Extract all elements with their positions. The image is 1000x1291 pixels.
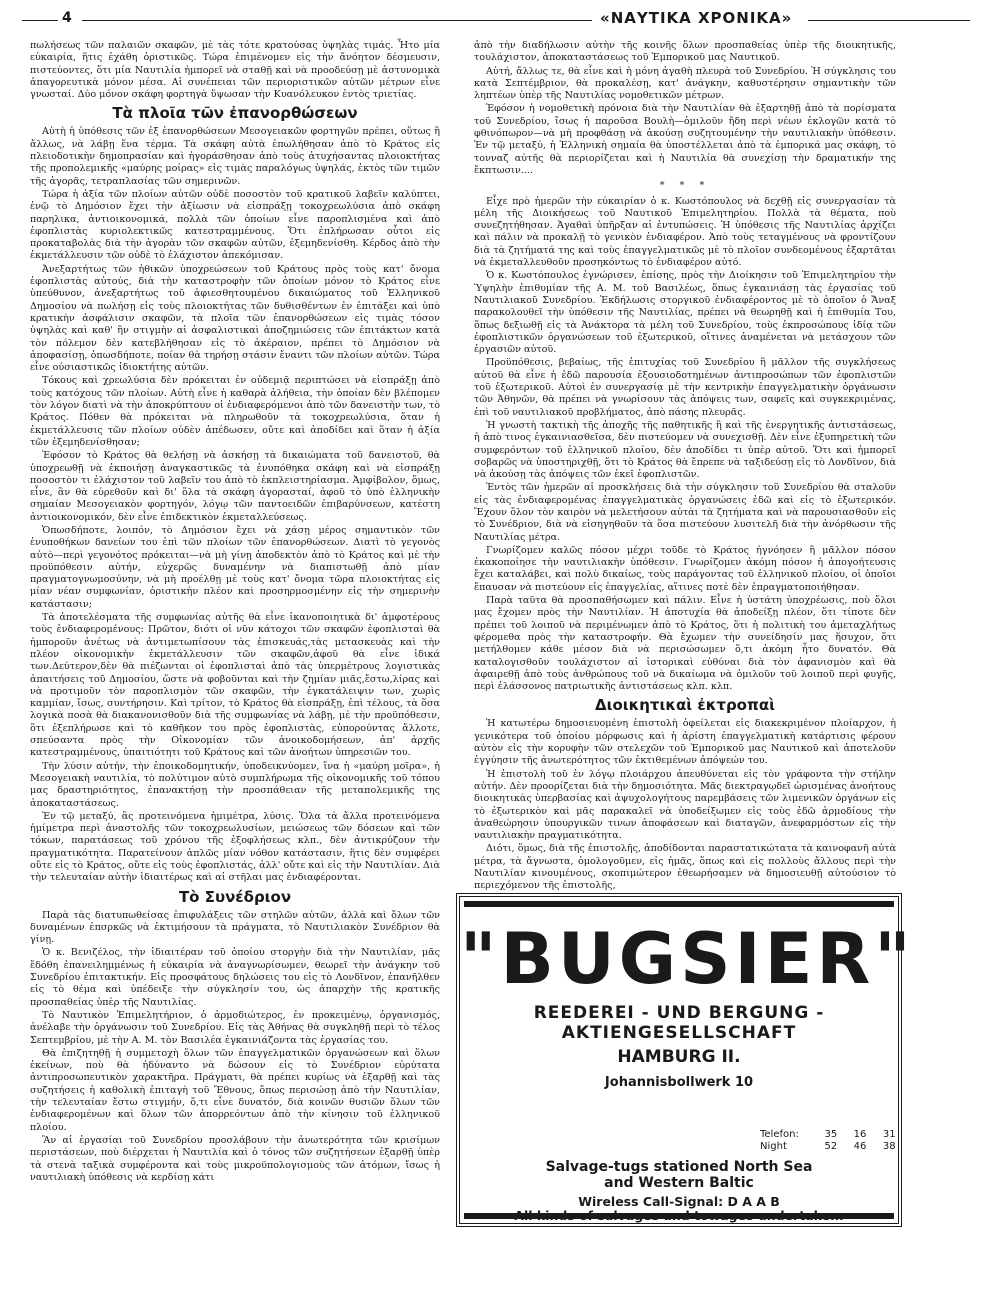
ad-wireless-line: Wireless Call-Signal: D A A B [578,1194,780,1209]
paragraph: Τόκους καὶ χρεωλύσια δὲν πρόκειται ἐν οὐδεμιᾷ περιπτώσει νὰ εἰσπράξῃ ἀπὸ τοὺς κατόχους τῶν πλοίων. Αὐτὴ εἶνε ἡ καθαρὰ ἀλήθεια, τὴν ὁποίαν δὲν βλέπομεν τὸν λόγον διατὶ νὰ τὴν ἀποκρύπτουν οἱ ἐνδιαφερόμενοι ἀπὸ τῶν δανειστὴν των, τὸ Κράτος. Πόθεν θὰ πρόκειται νὰ πληρωθοῦν τὰ τοκοχρεωλύσια, ὅταν ἡ ἐκμετάλλευσις τῶν πλοίων οὐδὲν ἀπέδωσεν, οὔτε καὶ ἀποδίδει καὶ ὅταν ἡ ἀξία τῶν ἐξεμηδενίσθησαν; [30,375,440,448]
paragraph: Ἐφόσον τὸ Κράτος θὰ θελήσῃ νὰ ἀσκήσῃ τὰ δικαιώματα τοῦ δανειστοῦ, θὰ ὑποχρεωθῇ νὰ ἐκποιήσῃ ἀναγκαστικῶς τὰ ἐνυπόθηκα σκάφη καὶ νὰ εἰσπράξῃ ποσοστὸν τι ἐλάχιστον τοῦ λαβεῖν του ἀπὸ τὸ ἐκπλειστηρίασμα. Ἀμφίβολον, ὅμως, εἶνε, ἂν θὰ εὑρεθοῦν καὶ δι' ὅλα τὰ σκάφη ἀγορασταί, ἀφοῦ τὸ ὑπὸ ἑλληνικὴν σημαίαν Μεσογειακὸν φορτηγόν, λόγῳ τῶν παντοειδῶν ἐπιβαρύνσεων, κατέστη ἀντιοικονομικόν, δὲν εἶνε ἐπιδεκτικὸν ἐκμεταλλεύσεως. [30,450,440,523]
ad-city: HAMBURG II. [617,1047,741,1067]
paragraph: Ὁ κ. Κωστόπουλος ἐγνώρισεν, ἐπίσης, πρὸς τὴν Διοίκησιν τοῦ Ἐπιμελητηρίου τὴν Ὑψηλὴν ἐπιθυμίαν τῆς Α. Μ. τοῦ Βασιλέως, ὅπως ἐγκαινιάσῃ τὰς ἐργασίας τοῦ Ναυτιλιακοῦ Συνεδρίου. Ἐκδήλωσις στοργικοῦ ἐνδιαφέροντος μὲ τὸ ὁποῖον ὁ Ἄναξ παρακολουθεῖ τὴν ὑπόθεσιν τῆς Ναυτιλίας, πρέπει νὰ θεωρηθῇ καὶ ἡ ἐπιθυμία Του, ὅπως δεξιωθῇ εἰς τὰ Ἀνάκτορα τὰ μέλη τοῦ Συνεδρίου, τοὺς ἐκπροσώπους ἰδίᾳ τῶν ἐφοπλιστικῶν ὀργανώσεων τοῦ ἐξωτερικοῦ, οἵτινες ἀναμένεται νὰ μετάσχουν τῶν ἐργασιῶν αὐτοῦ. [474,270,896,356]
paragraph: Ἐντὸς τῶν ἡμερῶν αἱ προσκλήσεις διὰ τὴν σύγκλησιν τοῦ Συνεδρίου θὰ σταλοῦν εἰς τὰς ἐνδιαφερομένας ἐπαγγελματικὰς ὀργανώσεις ἐδῶ καὶ εἰς τὸ ἐξωτερικόν. Ἔχουν ὅλον τὸν καιρὸν νὰ μελετήσουν αὐτὰι τὰ ζητήματα καὶ νὰ παρουσιασθοῦν εἰς τὸ Συνέδριον, διὰ νὰ εἰσηγηθοῦν τὰ ὅσα πιστεύουν λυσιτελῆ διὰ τὴν ἀνόρθωσιν τῆς Ναυτιλίας μέτρα. [474,482,896,543]
paragraph: Διότι, ὅμως, διὰ τῆς ἐπιστολῆς, ἀποδίδονται παραστατικώτατα τὰ καινοφανῆ αὐτὰ μέτρα, τὰ ἄγνωστα, ὁμολογοῦμεν, εἰς ἡμᾶς, ὅπως καὶ εἰς πολλοὺς ἄλλους περὶ τὴν Ναυτιλίαν κινουμένους, σκοπιμώτερον ἐθεωρήσαμεν νὰ δημοσιευθῇ αὐτούσιον τὸ περιεχόμενον τῆς ἐπιστολῆς, [474,843,896,892]
ad-title: "BUGSIER" [460,918,915,1000]
paragraph: Αὐτή, ἄλλως τε, θὰ εἶνε καὶ ἡ μόνη ἀγαθὴ πλευρὰ τοῦ Συνεδρίου. Ἡ σύγκλησις του κατὰ Σεπτέμβριον, θὰ προκαλέσῃ, κατ' ἀνάγκην, καθυστέρησιν σημαντικὴν τῶν ληπτέων ὑπὲρ τῆς Ναυτιλίας νομοθετικῶν μέτρων. [474,65,896,102]
right-column [474,40,896,892]
paragraph: Αὐτὴ ἡ ὑπόθεσις τῶν ἐξ ἐπανορθώσεων Μεσογειακῶν φορτηγῶν πρέπει, οὕτως ἢ ἄλλως, νὰ λάβῃ ἕνα τέρμα. Τὰ σκάφη αὐτὰ ἐπωλήθησαν ἀπὸ τὸ Κράτος εἰς πλειοδοτικὴν δημοπρασίαν καὶ ἠγοράσθησαν ἀπὸ τοὺς ἀτυχήσαντας πλοιοκτήτας τῆς προπολεμικῆς «μαύρης μοίρας» εἰς τιμὰς παραλόγως ὑψηλάς, ἐκτὸς τῶν τιμῶν τῆς ἀγορᾶς, τετραπλασίας τῶν σημερινῶν. [30,126,440,187]
ad-salvage-tugs [460,1159,898,1191]
paragraph: Εἶχε πρὸ ἡμερῶν τὴν εὐκαιρίαν ὁ κ. Κωστόπουλος νὰ δεχθῇ εἰς συνεργασίαν τὰ μέλη τῆς Διοικήσεως τοῦ Ναυτικοῦ Ἐπιμελητηρίου. Πολλὰ τὰ θέματα, ποὺ συνεζητήθησαν. Ἀγαθαὶ ὑπῆρξαν αἱ ἐντυπώσεις. Ἡ ὑπόθεσις τῆς Ναυτιλίας ἀρχίζει καὶ πάλιν νὰ προκαλῇ τὸ γενικὸν ἐνδιαφέρον. Ἀπὸ τοὺς τεταγμένους νὰ φροντίζουν διὰ τὰ ζητήματά της καὶ τοὺς ἐπαγγελματικῶς μὲ τὸ πλοῖον συνδεομένους ἐξαρτᾶται νὰ ἐκμεταλλευθοῦν προσηκόντως τὸ ἐνδιαφέρον αὐτό. [474,195,896,269]
paragraph: Παρὰ ταῦτα θὰ προσπαθήσωμεν καὶ πάλιν. Εἶνε ἡ ὑστάτη ὑποχρέωσις, ποὺ ὅλοι μας ἔχομεν πρὸς τὴν Ναυτιλίαν. Ἡ ἀποτυχία θὰ ἀποδείξῃ πλέον, ὅτι τίποτε δὲν πρέπει τοῦ λοιποῦ νὰ περιμένωμεν ἀπὸ τὸ Κράτος, ὅτι ἡ πολιτικὴ του ἀμεταχλήτως φέρομεθα πρὸς τὴν καταστροφήν. Θὰ ἔχωμεν τὴν συνείδησίν μας ἥσυχον, ὅτι μετήλθομεν κάθε μέσον διὰ νὰ περισώσωμεν ὅ,τι ἀκόμη ἦτο δυνατόν. Θὰ καταλογισθοῦν τουλάχιστον αἱ ἱστορικαὶ εὐθύναι διὰ τὸν ἀφανισμὸν καὶ θὰ ἀφαιρεθῇ ἀπὸ τοὺς ἀνθρώπους τοῦ νὰ δικαίωμα νὰ ὁμιλοῦν τοῦ λοιποῦ περὶ φυγῆς, περὶ ἐλάσσονος πατριωτικῆς ἀντιστάσεως κλπ. κλπ. [474,595,896,693]
header-rule-left [22,20,58,21]
paragraph: Θὰ ἐπιζητηθῇ ἡ συμμετοχὴ ὅλων τῶν ἐπαγγελματικῶν ὀργανώσεων καὶ ὅλων ἐκείνων, ποὺ θὰ ἠδύναντο νὰ δώσουν εἰς τὸ Συνέδριον εὐρύτατα ἀντιπροσωπευτικὸν χαρακτῆρα. Πράγματι, θὰ πρέπει κυρίως νὰ ἐξαρθῇ καὶ τὰς συζητήσεις ἡ καθολικὴ ἐπιταγὴ τοῦ Ἔθνους, ὅπως περισώσῃ ἀπὸ τὴν Ναυτιλίαν, τὴν τελευταίαν ἔστω στιγμήν, ὅ,τι εἶνε δυνατόν, διὰ κοινῶν θυσιῶν ὅλων τῶν ἐνδιαφερομένων καὶ ὅλων τῶν ἀπορρεόντων ἀπὸ τὴν κίνησιν τοῦ ἑλληνικοῦ πλοίου. [30,1047,440,1133]
ad-address: Johannisbollwerk 10 [604,1075,754,1090]
paragraph: Γνωρίζομεν καλῶς πόσον μέχρι τοῦδε τὸ Κράτος ἠγνόησεν ἢ μᾶλλον πόσον ἐκακοποίησε τὴν ναυτιλιακὴν ὑπόθεσιν. Γνωρίζομεν ἀκόμη πόσον ἡ ἀπογοήτευσις ἔχει καταλάβει, καὶ πολὺ δικαίως, τοὺς παράγοντας τοῦ ἑλληνικοῦ πλοίου, οἱ ὁποῖοι ἔπαυσαν νὰ πιστεύουν εἰς ἐπαγγελίας, αἵτινες ποτὲ δὲν ἐπραγματοποιήθησαν. [474,544,896,593]
ad-telefon-number: 31 [882,1129,896,1140]
page-number: 4 [62,10,72,26]
paragraph: Τὰ ἀποτελέσματα τῆς συμφωνίας αὐτῆς θὰ εἶνε ἱκανοποιητικὰ δι' ἀμφοτέρους τοὺς ἐνδιαφερομένους: Πρῶτον, διότι οἱ νῦν κάτοχοι τῶν σκαφῶν ἐφοπλισταὶ θὰ ἠμποροῦν ἀνέτως νὰ ἀντιμετωπίσουν τὰς ἐπισκευάς,τὰς μετασκευὰς καὶ τὴν πλέον οἰκονομικὴν ἐκμετάλλευσιν τῶν σκαφῶν,ἀφοῦ θὰ εἶνε ἰδικά των.Δεύτερον,δὲν θὰ πιέζωνται οἱ ἐφοπλισταὶ ἀπὸ τὰς ὑπερμέτρους λογιστικὰς ἀπαιτήσεις τοῦ Δημοσίου, ὥστε νὰ φοβοῦνται καὶ τὴν ζημίαν μιᾶς,ἔστω,λίρας καὶ νὰ προτιμοῦν τὸν παροπλισμὸν τῶν σκαφῶν, τὴν ἐγκατάλειψιν των, χωρὶς καμμίαν, ἴσως, συντήρησιν. Καὶ τρίτον, τὸ Κράτος θὰ εἰσπράξῃ, ἐπὶ τέλους, τὰ ὅσα λογικὰ ποσὰ θὰ διακανονισθοῦν διὰ τῆς συμφωνίας νὰ λάβῃ, μὲ τὴν προϋπόθεσιν, ὅτι ἐξεπλήρωσε καὶ τὸ καθῆκον του πρὸς ἐφοπλιστὰς, εὐπορούντας ἄλλοτε, σπεύσαντα πρὸς τὴν Οἰκονομίαν τῶν ἀνοικοδομήσεων, ἀπ' ἀρχῆς κατεστραμμένους, ὑπαιτιότητι τοῦ Κράτους καὶ τῶν ἀνοήτων ὑπηρεσιῶν του. [30,612,440,759]
ad-telefon-row [760,1129,896,1141]
paragraph: Παρὰ τὰς διατυπωθείσας ἐπιφυλάξεις τῶν στηλῶν αὐτῶν, ἀλλὰ καὶ ὅλων τῶν δυναμένων ἐπσρκῶς νὰ ἐκτιμήσουν τὰ πράγματα, τὸ Ναυτιλιακὸν Συνέδριον θὰ γίνῃ. [30,909,440,946]
ad-phone-block [760,1129,896,1153]
paragraph: Ὁπωσδήποτε, λοιπόν, τὸ Δημόσιον ἔχει νὰ χάσῃ μέρος σημαντικὸν τῶν ἐνυποθήκων δανείων του ἐπὶ τῶν πλοίων τῶν ἐπανορθώσεων. Διατὶ τὸ γεγονὸς αὐτὸ—περὶ γεγονότος πρόκειται—νὰ μὴ γίνῃ ἀποδεκτὸν ἀπὸ τὸ Κράτος καὶ μὲ τὴν προϋπόθεσιν αὐτήν, εὐχερῶς δυναμένην νὰ διαπιστωθῇ ἀπὸ μίαν πραγματογνωμοσύνην, νὰ μὴ προέλθῃ μὲ τοὺς κατ' ὄνομα τῶρα πλοιοκτήτας εἰς μίαν νέαν συμφωνίαν, ὁριστικὴν πλέον καὶ προσηρμοσμένην εἰς τὴν σημερινὴν κατάστασιν; [30,524,440,610]
ad-telefon-number: 16 [853,1129,867,1140]
masthead: «ΝΑΥΤΙΚΑ ΧΡΟΝΙΚΑ» [600,9,793,27]
ad-services-line: All kinds of salvages and towages undertaken. [514,1208,844,1223]
ad-night-number: 52 [824,1141,838,1152]
ad-wireless-block [460,1195,898,1223]
paragraph: Ἂν αἱ ἐργασίαι τοῦ Συνεδρίου προσλάβουν τὴν ἀνωτερότητα τῶν κρισίμων περιστάσεων, ποὺ διέρχεται ἡ Ναυτιλία καὶ ὁ τόνος τῶν συζητήσεων ἐξαρθῇ ὑπὲρ τὰ στενὰ ταξικὰ συμφέροντα καὶ τοὺς μικροϋπολογισμοὺς τῶν ἀτόμων, ἴσως ἡ ναυτιλιακὴ ὑπόθεσις νὰ κερδίσῃ κάτι [30,1134,440,1183]
ad-night-label: Night [760,1141,787,1152]
paragraph: Τώρα ἡ ἀξία τῶν πλοίων αὐτῶν οὐδὲ ποσοστὸν τοῦ κρατικοῦ λαβεῖν καλύπτει, ἐνῷ τὸ Δημόσιον ἔχει τὴν ἀξίωσιν νὰ εἰσπράξῃ τοκοχρεωλύσια ἀπὸ σκάφη παρηλικα, ἀντιοικονομικά, πολλὰ τῶν ὁποίων εἶνε παροπλισμένα καὶ ἀπὸ ἐφοπλιστὰς κυριολεκτικῶς κατεστραμμένους. Ὅτι ἐπλήρωσαν οὗτοι εἰς προκαταβολὰς διὰ τὴν ἀγορὰν τῶν σκαφῶν αὐτῶν, ἐξεμηδενίσθη. Κέρδος ἀπὸ τὴν ἐκμετάλλευσιν τῶν οὐδὲ τὸ ἐλάχιστον ἀπεκόμισαν. [30,188,440,262]
header-rule-right [808,20,970,21]
paragraph: Ἐφόσον ἡ νομοθετικὴ πρόνοια διὰ τὴν Ναυτιλίαν θὰ ἐξαρτηθῇ ἀπὸ τὰ πορίσματα τοῦ Συνεδρίου, ἴσως ἡ παροῦσα Βουλὴ—ὁμιλοῦν ἤδη περὶ νέων ἐκλογῶν κατὰ τὸ φθινόπωρον—νὰ μὴ προφθάσῃ νὰ ἀκούσῃ συζητουμένην τὴν ναυτιλιακὴν ὑπόθεσιν. Ἐν τῷ μεταξύ, ἡ Ἑλληνικὴ σημαία θὰ ὑποστέλλεται ἀπὸ τὰ ἐμπορικά μας σκάφη, τὸ τονναζ αὐτῆς θὰ περιορίζεται καὶ ἡ Ναυτιλία θὰ συνεχίσῃ τὴν δραματικήν της ἔκπτωσιν.... [474,103,896,176]
header-rule-middle [82,20,592,21]
section-heading-congress: Τὸ Συνέδριον [178,887,292,906]
ad-salvage-line-1: Salvage-tugs stationed North Sea [545,1159,813,1175]
ad-night-number: 38 [882,1141,896,1152]
left-column [30,40,440,1268]
bugsier-advertisement [456,893,915,1227]
paragraph: ἀπὸ τὴν διαδήλωσιν αὐτὴν τῆς κοινῆς ὅλων προσπαθείας ὑπὲρ τῆς διοικητικῆς, τουλάχιστον, ἀποκαταστάσεως τοῦ Ἐμπορικοῦ μας Ναυτικοῦ. [474,40,896,64]
paragraph: Προϋπόθεσις, βεβαίως, τῆς ἐπιτυχίας τοῦ Συνεδρίου ἢ μᾶλλον τῆς συγκλήσεως αὐτοῦ θὰ εἶνε ἡ ἐδῶ παρουσία ἐξουσιοδοτημένων ἀντιπροσώπων τῶν ἐφοπλιστῶν τοῦ ἐξωτερικοῦ. Αὐτοὶ ἐν συνεργασίᾳ μὲ τὴν κεντρικὴν ἐπαγγελματικὴν ὀργάνωσιν τῶν Ἀθηνῶν, θὰ πρέπει νὰ γνωρίσουν τὰς ἀπόψεις των, σαφεῖς καὶ συγκεκριμένας, ἐπὶ τοῦ ναυτιλιακοῦ προβλήματος, ἀπὸ πάσης πλευρᾶς. [474,357,896,418]
paragraph: Τὴν λύσιν αὐτήν, τὴν ἐποικοδομητικήν, ὑποδεικνύομεν, ἵνα ἡ «μαύρη μοῖρα», ἡ Μεσογειακὴ ναυτιλία, τὸ πολύτιμον αὐτὸ συμπλήρωμα τῆς οἰκονομικῆς τοῦ τόπου μας δραστηριότητος, ἐπανακτήσῃ τὴν προσπάθειαν τῆς μεταπολεμικῆς της ἀποκαταστάσεως. [30,760,440,809]
ad-company-name: REEDEREI - UND BERGUNG - AKTIENGESELLSCHAFT [533,1003,825,1043]
ad-telefon-number: 35 [824,1129,838,1140]
paragraph: Ἀνεξαρτήτως τῶν ἠθικῶν ὑποχρεώσεων τοῦ Κράτους πρὸς τοὺς κατ' ὄνομα ἐφοπλιστὰς αὐτούς, διὰ τὴν καταστροφὴν τῶν ὁποίων μόνον τὸ Κράτος εἶνε ὑπεύθυνον, ἀνεξαρτήτως τοῦ ἀφιεσθητουμένου δικαιώματος τοῦ Ἑλληνικοῦ Δημοσίου νὰ πωλήσῃ εἰς τοὺς πλοιοκτήτας τῶν δυθισθέντων ἐν ἐπιτάξει καὶ ὑπὸ κρατικὴν ἀσφάλισιν σκαφῶν, τὰ πλοῖα τῶν ἐπανορθώσεων εἰς τιμὰς τόσον ὑψηλὰς καὶ καθ' ἣν στιγμὴν αἱ ἀσφαλιστικαὶ ἀποζημιώσεις τῶν ἐπιτάκτων κατὰ τὸν πόλεμον δὲν κατεβλήθησαν εἰς τὸ ἀκέραιον, πρέπει τὸ Δημόσιον νὰ ἀποφασίσῃ, ὁπωσδήποτε, ποίαν θὰ τηρήσῃ στάσιν ἔναντι τῶν πλοίων αὐτῶν. Τώρα εἶνε ούσιαστικῶς ἰδιοκτήτης αὐτῶν. [30,263,440,374]
paragraph: Ἡ κατωτέρω δημοσιευομένη ἐπιστολὴ ὀφείλεται εἰς διακεκριμένον πλοίαρχον, ἡ γενικότερα τοῦ ὁποίου μόρφωσις καὶ ἡ ἀρίστη ἐπαγγελματικὴ κατάρτισις φέρουν αὐτὸν εἰς τὴν κορυφὴν τῶν στελεχῶν τοῦ Ἐμπορικοῦ μας Ναυτικοῦ καὶ ἀποτελοῦν ἐγγύησιν τῆς ἀνωτερότητος τῶν ἐκτιθεμένων ἀπόψεών του. [474,718,896,767]
paragraph: Ἡ γνωστὴ τακτικὴ τῆς ἀποχῆς τῆς παθητικῆς ἢ καὶ τῆς ἐνεργητικῆς ἀντιστάσεως, ἡ ἀπὸ τινος ἐγκαινιασθεῖσα, δὲν πιστεύομεν νὰ συνεχισθῇ. Δὲν εἶνε ἐξυπηρετικὴ τῶν συμφερόντων τοῦ ἑλληνικοῦ πλοίου, δὲν ἀποδίδει τι ὑπὲρ αὐτοῦ. Ὅτι καὶ ἠμπορεῖ σοβαρῶς νὰ ὑποστηριχθῇ, ὅτι τὸ Κράτος θὰ ἔπρεπε νὰ ταξιδεύσῃ εἰς τὸ Λονδῖνον, διὰ νὰ ἀκούσῃ τὰς ἀπόψεις τῶν ἐκεῖ ἐφοπλιστῶν. [474,419,896,481]
section-heading-administrative-deviations: Διοικητικαὶ ἐκτροπαὶ [594,696,776,715]
paragraph: Τὸ Ναυτικὸν Ἐπιμελητήριον, ὁ ἁρμοδιώτερος, ἐν προκειμένῳ, ὀργανισμός, ἀνέλαβε τὴν ὀργάνωσιν τοῦ Συνεδρίου. Εἰς τὰς Ἀθήνας θὰ συγκληθῇ περὶ τὸ τέλος Σεπτεμβρίου, μὲ τὴν Α. Μ. τὸν Βασιλέα ἐγκαινιάζοντα τὰς ἐργασίας του. [30,1009,440,1046]
paragraph: Ἡ ἐπιστολὴ τοῦ ἐν λόγῳ πλοιάρχου ἀπευθύνεται εἰς τὸν γράφοντα τὴν στήλην αὐτήν. Δὲν προορίζεται διὰ τὴν δημοσιότητα. Μᾶς διεκτραγῳδεῖ ὡρισμένας ἀνοήτους διοικητικὰς ὑπερβασίας καὶ ἀψυχολογήτους παρεμβάσεις τῶν λιμενικῶν ὀργάνων εἰς τὸ ἐξωτερικὸν καὶ μᾶς παρακαλεῖ νὰ ὑποδείξωμεν εἰς τοὺς ἐδῶ ἁρμοδίους τὴν ἀναθεώρησιν ὑπουργικῶν τινων ἀποφάσεων καὶ διαταγῶν, ἀνεφαρμόστων εἰς τὴν ναυτιλιακὴν πραγματικότητα. [474,768,896,842]
ad-night-row [760,1141,896,1153]
ad-night-number: 46 [853,1141,867,1152]
paragraph: Ὁ κ. Βενιζέλος, τὴν ἰδιαιτέραν τοῦ ὁποίου στοργὴν διὰ τὴν Ναυτιλίαν, μᾶς ἔδόθη ἐπανειλημμένως ἡ εὐκαιρία νὰ ἀναγνωρίσωμεν, θεωρεῖ τὴν ἀνάγκην τοῦ Συνεδρίου ἐπιτακτικήν. Εἰς προσφάτους δηλώσεις του εἰς τὸ Λονδῖνον, ἐπανῆλθεν εἰς τὸ θέμα καὶ ὑπέδειξε τὴν σύγκλησίν του, ὡς ἀπαρχὴν τῆς κρατικῆς προσπαθείας ὑπὲρ τῆς Ναυτιλίας. [30,947,440,1008]
paragraph: Ἐν τῷ μεταξύ, ἂς προτεινόμενα ἡμιμέτρα, λύσις. Ὅλα τὰ ἄλλα προτεινόμενα ἡμίμετρα περὶ ἀναστολῆς τῶν τοκοχρεωλυσίων, μειώσεως τῶν δόσεων καὶ τῶν τόκων, παρατάσεως τοῦ χρόνου τῆς ἐξοφλήσεως κλπ., δὲν ἀντικρύζουν τὴν πραγματικότητα. Παρατείνουν ἁπλῶς μίαν νόθον κατάστασιν, ἥτις δὲν συμφέρει οὔτε εἰς τὸ Κράτος, οὔτε εἰς τοὺς ἐφοπλιστάς, ἀλλ' οὔτε καὶ εἰς τὴν Ναυτιλίαν. Διὰ τὴν τελευταίαν αὐτὴν ἰδιαιτέρως καὶ αἱ στῆλαι μας ἐνδιαφέρονται. [30,810,440,884]
ad-telefon-label: Telefon: [760,1129,799,1140]
section-heading-reparation-ships: Τὰ πλοῖα τῶν ἐπανορθώσεων [112,104,358,123]
left-intro-paragraph: πωλήσεως τῶν παλαιῶν σκαφῶν, μὲ τὰς τότε κρατούσας ὑψηλὰς τιμάς. Ἦτο μία εὐκαιρία, ἥτις ἐχάθη ὁριστικῶς. Τώρα ἐπιμένομεν εἰς τὴν ἄνόητον δέσμευσιν, πιστεύοντες, ὅτι μία Ναυτιλία ἠμπορεῖ νὰ σταθῇ καὶ νὰ προοδεύσῃ μὲ ἀστυνομικὰ ἀπαγορευτικὰ μόνον μέσα. Αἱ συνέπειαι τῶν περιοριστικῶν αὐτῶν μέτρων εἶνε γνωσταί. Δύο μόνον σκάφη φορτηγὰ ὕψωσαν τὴν Κυανόλευκον ἐντὸς τριετίας. [30,40,440,101]
ad-salvage-line-2: and Western Baltic [604,1175,754,1191]
section-separator-stars: * * * [659,180,711,192]
